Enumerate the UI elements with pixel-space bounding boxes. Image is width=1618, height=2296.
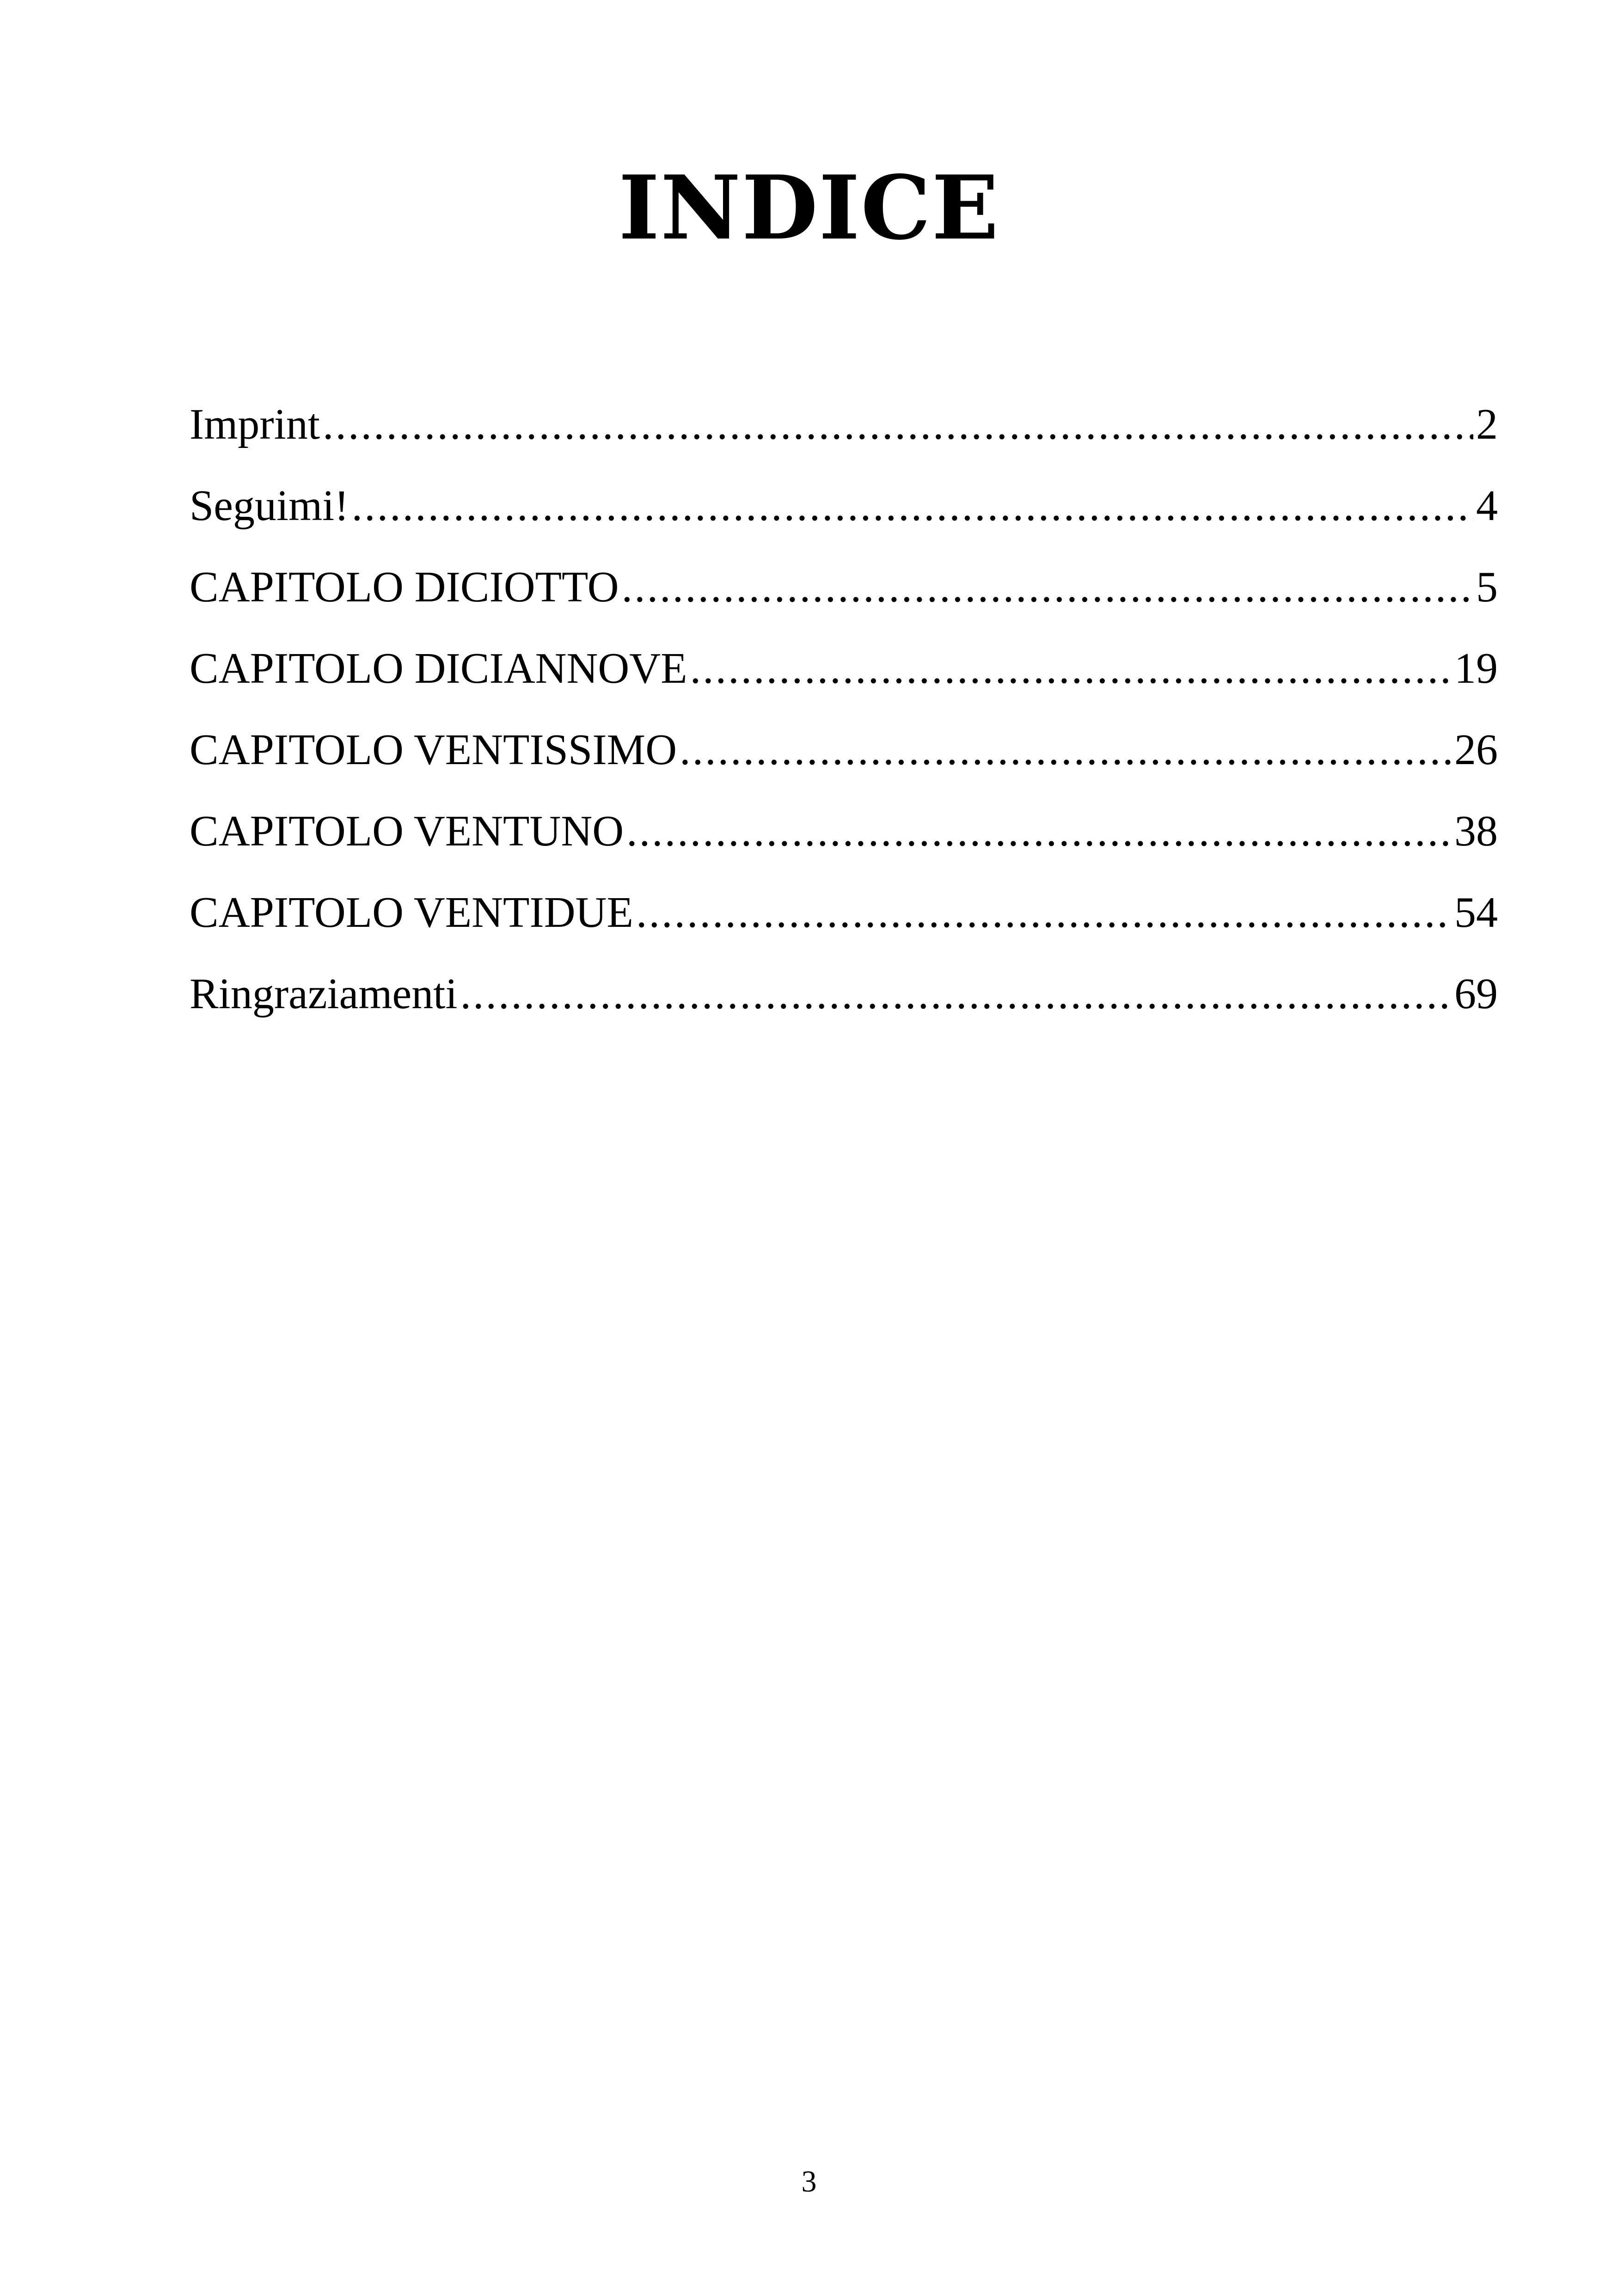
dot-leader (622, 546, 1473, 628)
toc-entry-label: CAPITOLO DICIOTTO (190, 563, 619, 611)
dot-leader (690, 628, 1452, 709)
toc-entry-imprint[interactable] (190, 384, 1498, 465)
dot-leader (323, 384, 1473, 465)
toc-entry-label: CAPITOLO VENTUNO (190, 807, 624, 855)
toc-entry-capitolo-ventidue[interactable] (190, 872, 1498, 953)
page-number: 3 (801, 2165, 817, 2198)
toc-entry-page: 26 (1454, 726, 1498, 774)
toc-entry-label: Seguimi! (190, 482, 349, 530)
toc-entry-capitolo-ventuno[interactable] (190, 790, 1498, 872)
page-title: INDICE (618, 156, 1000, 259)
dot-leader (636, 872, 1452, 953)
toc-entry-page: 54 (1454, 888, 1498, 937)
dot-leader (460, 953, 1452, 1035)
toc-entry-label: Ringraziamenti (190, 970, 458, 1018)
toc-entry-capitolo-diciannove[interactable] (190, 628, 1498, 709)
dot-leader (352, 465, 1473, 546)
toc-entry-page: 5 (1476, 563, 1498, 611)
dot-leader (626, 790, 1452, 872)
toc-entry-page: 38 (1454, 807, 1498, 855)
table-of-contents (190, 384, 1498, 1035)
toc-entry-label: Imprint (190, 400, 320, 448)
toc-entry-page: 69 (1454, 970, 1498, 1018)
toc-entry-ringraziamenti[interactable] (190, 953, 1498, 1035)
toc-entry-capitolo-diciotto[interactable] (190, 546, 1498, 628)
toc-entry-page: 19 (1454, 644, 1498, 692)
toc-entry-page: 4 (1476, 482, 1498, 530)
dot-leader (680, 709, 1452, 790)
toc-entry-label: CAPITOLO VENTISSIMO (190, 726, 677, 774)
toc-entry-label: CAPITOLO DICIANNOVE (190, 644, 687, 692)
toc-entry-capitolo-ventissimo[interactable] (190, 709, 1498, 790)
toc-entry-seguimi[interactable] (190, 465, 1498, 546)
toc-entry-page: 2 (1476, 400, 1498, 448)
toc-entry-label: CAPITOLO VENTIDUE (190, 888, 633, 937)
